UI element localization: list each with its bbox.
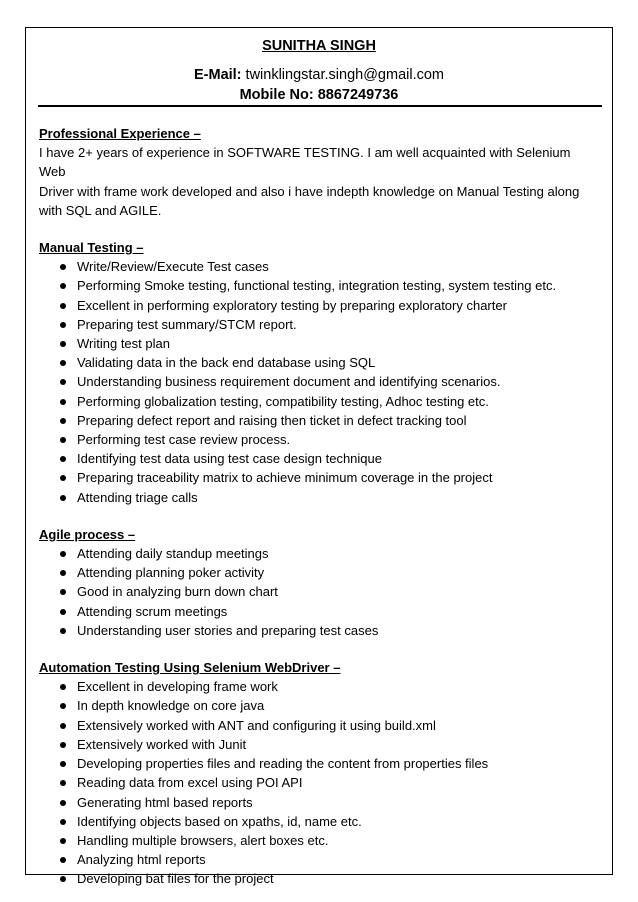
bullet-icon — [60, 418, 66, 424]
list-item-text: Attending daily standup meetings — [77, 546, 269, 562]
spacer — [39, 640, 589, 658]
mobile-line — [26, 87, 612, 103]
list-item-text: Validating data in the back end database using SQL — [77, 355, 376, 371]
list-item-text: Developing bat files for the project — [77, 871, 274, 887]
bullet-icon — [60, 800, 66, 806]
list-item-text: Developing properties files and reading the content from properties files — [77, 756, 489, 772]
bullet-icon — [60, 742, 66, 748]
list-item-text: Reading data from excel using POI API — [77, 775, 303, 791]
bullet-icon — [60, 322, 66, 328]
list-item — [39, 563, 589, 582]
list-item-text: Performing globalization testing, compatibility testing, Adhoc testing etc. — [77, 393, 489, 409]
bullet-icon — [60, 684, 66, 690]
bullet-icon — [60, 628, 66, 634]
list-item-text: Understanding user stories and preparing test cases — [77, 622, 379, 638]
mobile-value: 8867249736 — [317, 87, 399, 103]
list-item-text: Identifying objects based on xpaths, id, name etc. — [77, 813, 362, 829]
section-title: Professional Experience – — [39, 126, 201, 141]
list-item — [39, 544, 589, 563]
agile-process-section — [39, 525, 589, 640]
list-item — [39, 716, 589, 735]
bullet-icon — [60, 703, 66, 709]
spacer — [39, 220, 589, 238]
email-label: E-Mail: — [193, 67, 242, 83]
list-item-text: Extensively worked with Junit — [77, 736, 247, 752]
candidate-name: SUNITHA SINGH — [262, 38, 376, 54]
list-item-text: Attending scrum meetings — [77, 603, 228, 619]
list-item — [39, 488, 589, 507]
list-item — [39, 334, 589, 353]
list-item — [39, 602, 589, 621]
bullet-icon — [60, 838, 66, 844]
list-item — [39, 372, 589, 391]
bullet-icon — [60, 399, 66, 405]
list-item — [39, 257, 589, 276]
list-item-text: Performing Smoke testing, functional testing, integration testing, system testing etc. — [77, 278, 557, 294]
list-item-text: Performing test case review process. — [77, 432, 291, 448]
list-item — [39, 621, 589, 640]
experience-line: Driver with frame work developed and also i have indepth knowledge on Manual Testing along — [39, 183, 580, 199]
list-item — [39, 276, 589, 295]
bullet-icon — [60, 551, 66, 557]
section-title: Agile process – — [39, 526, 136, 542]
list-item-text: Writing test plan — [77, 336, 170, 352]
list-item-text: Extensively worked with ANT and configuring it using build.xml — [77, 717, 436, 733]
experience-line: with SQL and AGILE. — [39, 202, 162, 218]
bullet-icon — [60, 761, 66, 767]
professional-experience-section — [39, 124, 589, 220]
list-item — [39, 449, 589, 468]
list-item — [39, 793, 589, 812]
bullet-icon — [60, 609, 66, 615]
mobile-label: Mobile No: — [239, 87, 314, 103]
list-item — [39, 754, 589, 773]
list-item-text: Handling multiple browsers, alert boxes etc. — [77, 832, 329, 848]
list-item — [39, 735, 589, 754]
bullet-icon — [60, 780, 66, 786]
list-item-text: Identifying test data using test case design technique — [77, 451, 382, 467]
list-item-text: Preparing test summary/STCM report. — [77, 316, 297, 332]
list-item-text: Preparing traceability matrix to achieve minimum coverage in the project — [77, 470, 493, 486]
list-item-text: Excellent in developing frame work — [77, 679, 278, 695]
bullet-icon — [60, 723, 66, 729]
list-item-text: Preparing defect report and raising then ticket in defect tracking tool — [77, 412, 467, 428]
bullet-icon — [60, 495, 66, 501]
manual-testing-section — [39, 238, 589, 507]
bullet-icon — [60, 589, 66, 595]
header-divider — [38, 105, 602, 107]
list-item-text: Excellent in performing exploratory testing by preparing exploratory charter — [77, 297, 507, 313]
list-item — [39, 773, 589, 792]
list-item — [39, 850, 589, 869]
list-item — [39, 677, 589, 696]
bullet-icon — [60, 475, 66, 481]
list-item-text: Good in analyzing burn down chart — [77, 584, 278, 600]
bullet-icon — [60, 857, 66, 863]
list-item-text: Analyzing html reports — [77, 852, 206, 868]
list-item — [39, 812, 589, 831]
list-item — [39, 468, 589, 487]
list-item-text: Attending planning poker activity — [77, 565, 265, 581]
list-item — [39, 582, 589, 601]
bullet-icon — [60, 819, 66, 825]
list-item-text: Attending triage calls — [77, 489, 198, 505]
list-item-text: Write/Review/Execute Test cases — [77, 259, 269, 275]
list-item — [39, 296, 589, 315]
bullet-icon — [60, 341, 66, 347]
bullet-icon — [60, 456, 66, 462]
list-item — [39, 353, 589, 372]
bullet-list — [39, 257, 589, 507]
list-item-text: Generating html based reports — [77, 794, 253, 810]
spacer — [39, 507, 589, 525]
section-title: Automation Testing Using Selenium WebDriver – — [39, 660, 341, 676]
list-item — [39, 315, 589, 334]
bullet-icon — [60, 876, 66, 882]
bullet-icon — [60, 570, 66, 576]
automation-testing-section — [39, 658, 589, 888]
list-item — [39, 869, 589, 888]
section-title: Manual Testing – — [39, 240, 144, 256]
email-line — [26, 67, 612, 83]
list-item — [39, 411, 589, 430]
email-value: twinklingstar.singh@gmail.com — [245, 67, 445, 83]
list-item — [39, 392, 589, 411]
list-item-text: Understanding business requirement document and identifying scenarios. — [77, 374, 501, 390]
list-item — [39, 831, 589, 850]
list-item-text: In depth knowledge on core java — [77, 698, 265, 714]
bullet-icon — [60, 379, 66, 385]
bullet-icon — [60, 360, 66, 366]
bullet-icon — [60, 437, 66, 443]
experience-line: I have 2+ years of experience in SOFTWARE TESTING. I am well acquainted with Selenium Web — [39, 145, 571, 180]
bullet-list — [39, 544, 589, 640]
resume-body — [39, 124, 589, 889]
bullet-icon — [60, 264, 66, 270]
list-item — [39, 430, 589, 449]
list-item — [39, 696, 589, 715]
bullet-icon — [60, 283, 66, 289]
bullet-list — [39, 677, 589, 888]
bullet-icon — [60, 303, 66, 309]
